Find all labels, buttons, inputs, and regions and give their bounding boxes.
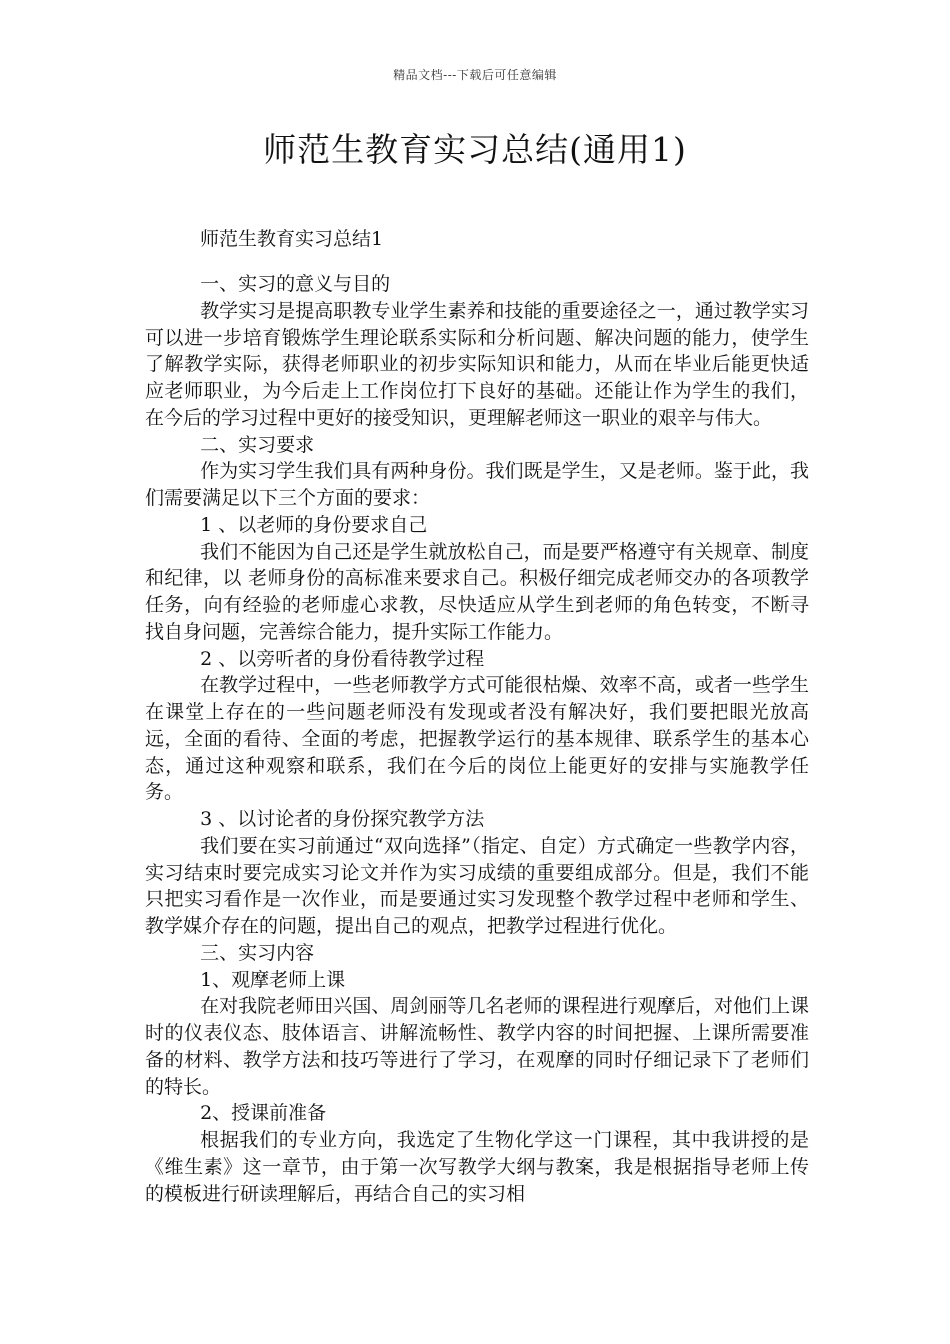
section-heading-requirements: 二、实习要求 bbox=[200, 433, 315, 456]
subheading-observe-classes: 1、观摩老师上课 bbox=[200, 968, 346, 991]
subheading-teacher-identity: 1 、以老师的身份要求自己 bbox=[200, 513, 428, 536]
subheading-observer-identity: 2 、以旁听者的身份看待教学过程 bbox=[200, 647, 485, 670]
document-body bbox=[145, 271, 809, 1207]
paragraph-observe-classes: 在对我院老师田兴国、周剑丽等几名老师的课程进行观摩后，对他们上课时的仪表仪态、肢体语言、讲解流畅性、教学内容的时间把握、上课所需要准备的材料、教学方法和技巧等进行了学习，在观摩的同时仔细记录下了老师们的特长。 bbox=[145, 995, 809, 1098]
paragraph-purpose: 教学实习是提高职教专业学生素养和技能的重要途径之一，通过教学实习可以进一步培育锻炼学生理论联系实际和分析问题、解决问题的能力，使学生了解教学实际，获得老师职业的初步实际知识和能力，从而在毕业后能更快适应老师职业，为今后走上工作岗位打下良好的基础。还能让作为学生的我们，在今后的学习过程中更好的接受知识，更理解老师这一职业的艰辛与伟大。 bbox=[145, 299, 809, 429]
document-title: 师范生教育实习总结(通用1) bbox=[263, 130, 687, 169]
subheading-discussant-identity: 3 、以讨论者的身份探究教学方法 bbox=[200, 808, 485, 830]
section-heading-purpose: 一、实习的意义与目的 bbox=[200, 273, 391, 295]
section-heading-content: 三、实习内容 bbox=[200, 941, 315, 964]
paragraph-requirements-intro: 作为实习学生我们具有两种身份。我们既是学生，又是老师。鉴于此，我们需要满足以下三个方面的要求： bbox=[145, 460, 809, 509]
subheading-lesson-prep: 2、授课前准备 bbox=[200, 1102, 327, 1125]
page-header: 精品文档---下载后可任意编辑 bbox=[393, 68, 557, 82]
document-subtitle: 师范生教育实习总结1 bbox=[200, 228, 384, 250]
paragraph-teacher-identity: 我们不能因为自己还是学生就放松自己，而是要严格遵守有关规章、制度和纪律，以 老师身份的高标准来要求自己。积极仔细完成老师交办的各项教学任务，向有经验的老师虚心求教，尽快适应从学生到老师的角色转变，不断寻找自身问题，完善综合能力，提升实际工作能力。 bbox=[145, 540, 809, 643]
paragraph-discussant-identity: 我们要在实习前通过“双向选择”（指定、自定）方式确定一些教学内容，实习结束时要完成实习论文并作为实习成绩的重要组成部分。但是，我们不能只把实习看作是一次作业，而是要通过实习发现整个教学过程中老师和学生、教学媒介存在的问题，提出自己的观点，把教学过程进行优化。 bbox=[145, 834, 809, 937]
paragraph-lesson-prep: 根据我们的专业方向，我选定了生物化学这一门课程，其中我讲授的是《维生素》这一章节，由于第一次写教学大纲与教案，我是根据指导老师上传的模板进行研读理解后，再结合自己的实习相 bbox=[145, 1129, 809, 1205]
paragraph-observer-identity: 在教学过程中，一些老师教学方式可能很枯燥、效率不高，或者一些学生在课堂上存在的一些问题老师没有发现或者没有解决好，我们要把眼光放高远，全面的看待、全面的考虑，把握教学运行的基本规律、联系学生的基本心态，通过这种观察和联系，我们在今后的岗位上能更好的安排与实施教学任务。 bbox=[145, 674, 809, 804]
